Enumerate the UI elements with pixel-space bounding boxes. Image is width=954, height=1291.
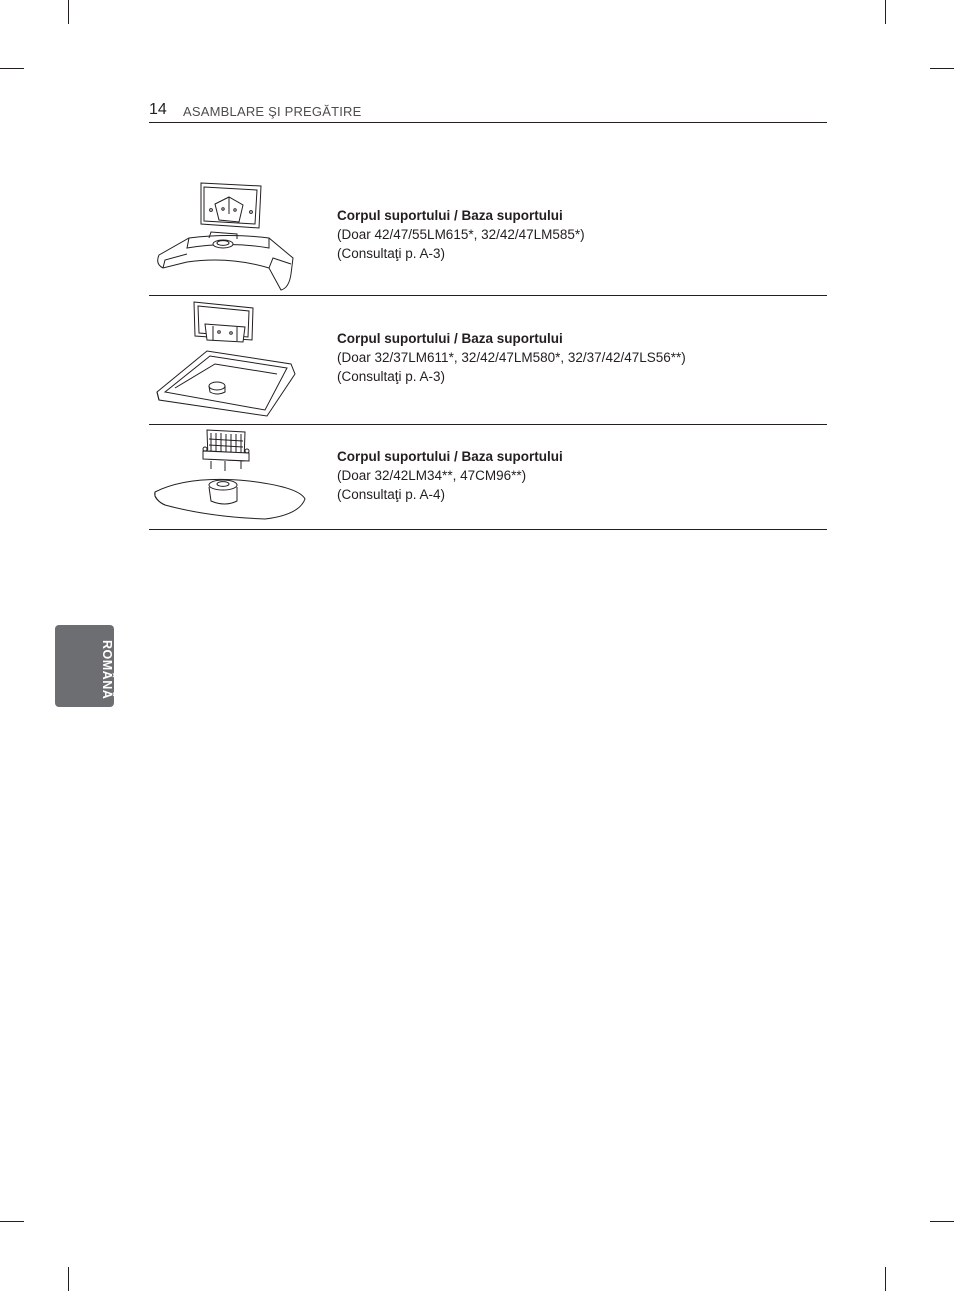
language-label: ROMÂNĂ — [100, 640, 114, 700]
page-number: 14 — [149, 101, 167, 118]
item-description — [337, 447, 563, 504]
item-reference: (Consultaţi p. A-4) — [337, 487, 446, 502]
crop-mark — [930, 1221, 954, 1222]
square-stand-icon — [149, 296, 309, 424]
crop-mark — [0, 1221, 24, 1222]
crop-mark — [68, 0, 69, 24]
crop-mark — [885, 1267, 886, 1291]
table-row — [149, 425, 827, 530]
item-reference: (Consultaţi p. A-3) — [337, 369, 446, 384]
crop-mark — [0, 68, 24, 69]
item-description — [337, 329, 686, 386]
oval-stand-icon — [149, 425, 309, 529]
item-description — [337, 206, 585, 263]
table-row — [149, 178, 827, 296]
item-models: (Doar 32/42LM34**, 47CM96**) — [337, 468, 527, 483]
page-header — [149, 100, 827, 123]
item-models: (Doar 42/47/55LM615*, 32/42/47LM585*) — [337, 227, 585, 242]
item-reference: (Consultaţi p. A-3) — [337, 246, 446, 261]
crop-mark — [68, 1267, 69, 1291]
item-title: Corpul suportului / Baza suportului — [337, 331, 563, 346]
parts-table — [149, 178, 827, 530]
language-tab — [55, 625, 114, 707]
item-title: Corpul suportului / Baza suportului — [337, 449, 563, 464]
curved-stand-icon — [149, 178, 309, 295]
crop-mark — [885, 0, 886, 24]
section-title: ASAMBLARE ŞI PREGĂTIRE — [183, 104, 362, 119]
item-models: (Doar 32/37LM611*, 32/42/47LM580*, 32/37/42/47LS56**) — [337, 350, 686, 365]
item-title: Corpul suportului / Baza suportului — [337, 208, 563, 223]
crop-mark — [930, 68, 954, 69]
table-row — [149, 296, 827, 425]
